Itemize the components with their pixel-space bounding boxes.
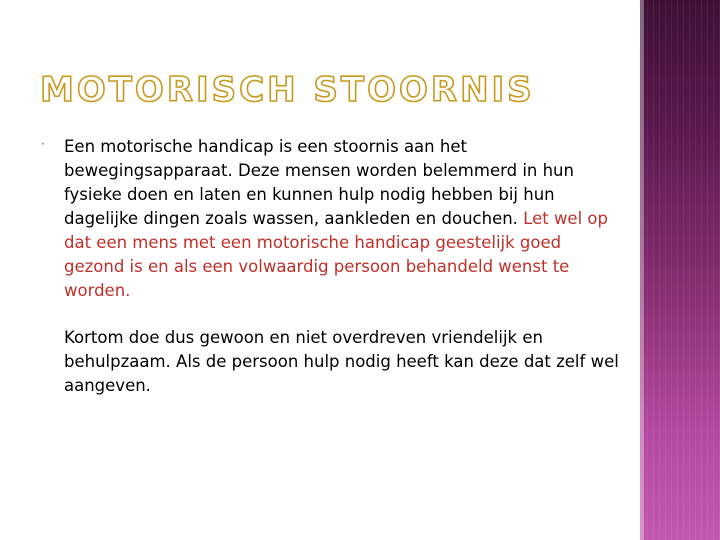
paragraph-intro-text: Een motorische handicap is een stoornis aan het bewegingsapparaat. Deze mensen worden belemmerd in hun fysieke doen en laten en kunnen hulp nodig hebben bij hun dagelijke dingen zoals wassen, aankleden en douchen.: [64, 137, 574, 228]
slide-body: [64, 135, 624, 398]
slide-title: MOTORISCH STOORNIS: [40, 70, 535, 110]
decorative-side-lines: [641, 0, 720, 540]
paragraph-intro: [64, 135, 624, 303]
paragraph-summary-text: Kortom doe dus gewoon en niet overdreven vriendelijk en behulpzaam. Als de persoon hulp nodig heeft kan deze dat zelf wel aangeven.: [64, 328, 619, 395]
bullet-marker: ·: [41, 137, 45, 151]
paragraph-intro-emphasis: Let wel op dat een mens met een motorische handicap geestelijk goed gezond is en als een volwaardig persoon behandeld wenst te worden.: [64, 209, 608, 300]
paragraph-summary: [64, 326, 624, 398]
